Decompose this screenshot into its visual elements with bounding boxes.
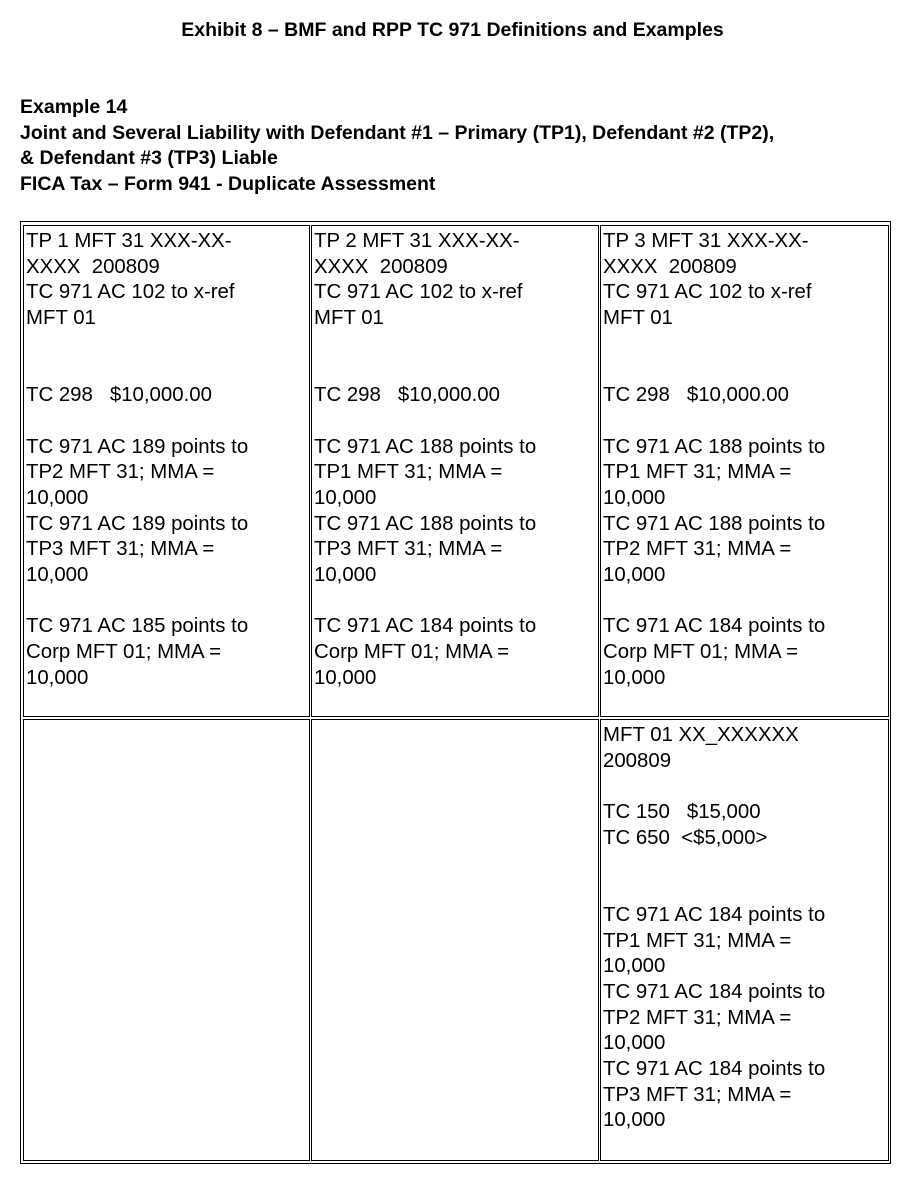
example-description-line-1: Joint and Several Liability with Defendant #1 – Primary (TP1), Defendant #2 (TP2), [20,121,775,144]
cell-text-line: 10,000 [603,563,666,586]
cell-text-line: XXXX 200809 [26,255,160,278]
cell-text-line: TP3 MFT 31; MMA = [603,1083,792,1106]
blank-line [603,589,888,615]
cell-tp3 [600,225,889,717]
example-heading [20,95,774,197]
cell-tp1 [23,225,310,717]
cell-text-line: TC 971 AC 102 to x-ref [26,281,235,304]
blank-line [603,851,888,877]
blank-line [314,409,598,435]
cell-text-line: 10,000 [603,486,666,509]
cell-text-line: TP1 MFT 31; MMA = [603,461,792,484]
cell-text-line: 200809 [603,749,672,772]
cell-text-line: Corp MFT 01; MMA = [603,641,799,663]
cell-text-line: XXXX 200809 [603,255,737,278]
blank-line [26,409,309,435]
cell-text-line: TC 971 AC 184 points to [603,980,826,1003]
cell-text-line: 10,000 [314,666,377,689]
blank-line [603,332,888,358]
cell-text-line: TP 3 MFT 31 XXX-XX- [603,230,809,252]
cell-text-line: TC 971 AC 188 points to [603,512,826,535]
cell-corp-mft01 [600,719,889,1161]
cell-text-line: TC 971 AC 184 points to [603,615,826,638]
cell-text-line: TC 298 $10,000.00 [314,384,500,407]
cell-text-line: MFT 01 [603,307,673,330]
blank-line [26,589,309,615]
cell-text-line: TP 1 MFT 31 XXX-XX- [26,230,232,252]
cell-text-line: 10,000 [603,1109,666,1132]
cell-text-line: TP2 MFT 31; MMA = [26,461,215,484]
cell-text-line: TC 150 $15,000 [603,801,761,824]
cell-text-line: XXXX 200809 [314,255,448,278]
cell-text-line: 10,000 [603,666,666,689]
cell-text-line: TP2 MFT 31; MMA = [603,538,792,561]
blank-line [26,332,309,358]
cell-text-line: 10,000 [603,1032,666,1055]
blank-line [314,357,598,383]
cell-text-line: TC 971 AC 184 points to [314,615,537,638]
cell-text-line: MFT 01 [26,307,96,330]
cell-text-line: TC 971 AC 102 to x-ref [314,281,523,304]
cell-text-line: TP1 MFT 31; MMA = [603,929,792,952]
cell-text-line: TP3 MFT 31; MMA = [314,538,503,561]
cell-text-line: 10,000 [26,563,89,586]
cell-text-line: TC 298 $10,000.00 [26,384,212,407]
cell-text-line: TP2 MFT 31; MMA = [603,1006,792,1029]
exhibit-title: Exhibit 8 – BMF and RPP TC 971 Definitions and Examples [181,19,724,41]
cell-text-line: TP1 MFT 31; MMA = [314,461,503,484]
cell-text-line: TC 971 AC 188 points to [314,512,537,535]
cell-empty-2 [311,719,599,1161]
cell-text-line: 10,000 [26,486,89,509]
cell-text-line: TC 971 AC 189 points to [26,435,249,458]
cell-text-line: TC 971 AC 184 points to [603,903,826,926]
example-number: Example 14 [20,96,128,118]
cell-empty-1 [23,719,310,1161]
cell-text-line: Corp MFT 01; MMA = [314,641,510,663]
cell-text-line: TC 971 AC 188 points to [314,435,537,458]
cell-text-line: MFT 01 [314,307,384,330]
cell-text-line: 10,000 [314,486,377,509]
cell-text-line: TC 971 AC 185 points to [26,615,249,638]
cell-text-line: TP3 MFT 31; MMA = [26,538,215,561]
cell-text-line: 10,000 [603,955,666,978]
cell-text-line: TC 971 AC 184 points to [603,1057,826,1080]
cell-text-line: TC 298 $10,000.00 [603,384,789,407]
cell-text-line: TP 2 MFT 31 XXX-XX- [314,230,520,252]
blank-line [603,409,888,435]
blank-line [603,357,888,383]
blank-line [603,877,888,903]
cell-text-line: Corp MFT 01; MMA = [26,641,222,663]
blank-line [26,357,309,383]
blank-line [603,774,888,800]
blank-line [314,589,598,615]
cell-text-line: TC 971 AC 189 points to [26,512,249,535]
cell-text-line: TC 971 AC 188 points to [603,435,826,458]
tc971-example-table [20,221,891,1164]
cell-text-line: 10,000 [26,666,89,689]
cell-text-line: TC 971 AC 102 to x-ref [603,281,812,304]
cell-text-line: TC 650 <$5,000> [603,826,768,849]
example-subtitle: FICA Tax – Form 941 - Duplicate Assessment [20,172,436,195]
example-description-line-2: & Defendant #3 (TP3) Liable [20,147,278,170]
cell-text-line: MFT 01 XX_XXXXXX [603,724,799,746]
blank-line [314,332,598,358]
cell-tp2 [311,225,599,717]
cell-text-line: 10,000 [314,563,377,586]
